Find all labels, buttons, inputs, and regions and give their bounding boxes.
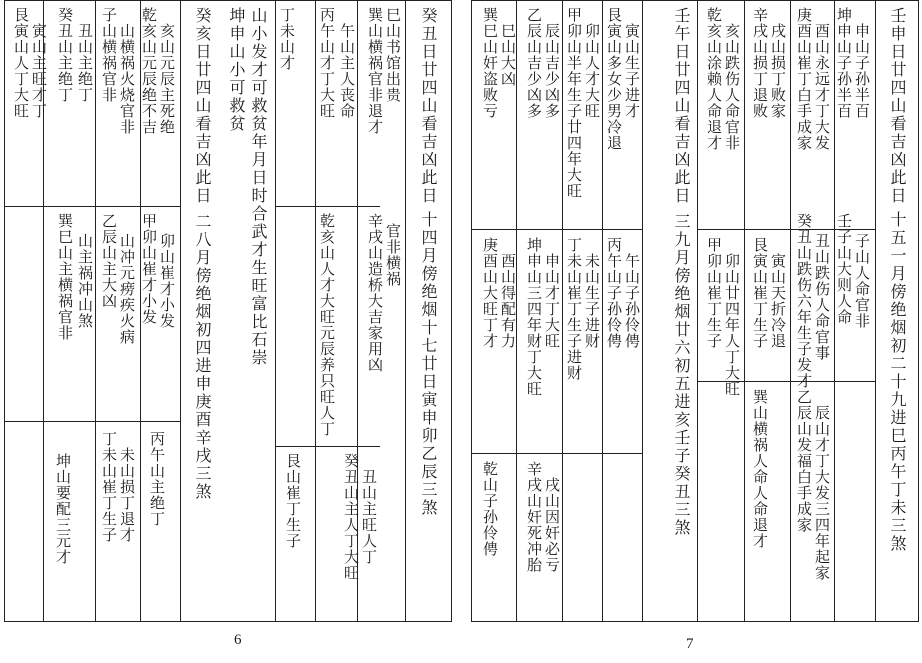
entry-column: 亥山跌伤人命官非 [723, 23, 741, 151]
entry-column: 巳山大凶 [499, 23, 517, 87]
entry-column: 丁未山才 [278, 7, 296, 71]
entry-column: 辛戌山奸死冲胎 [525, 461, 543, 573]
entry-column: 坤申山子孙半百 [835, 7, 853, 119]
tier-divider [5, 206, 180, 207]
entry-column: 坤山要配三元才 [54, 453, 72, 565]
entry-column: 乾亥山元辰绝不吉 [140, 7, 158, 135]
entry-column: 戌山因奸必亏 [543, 477, 561, 573]
day-header-column: 壬午日廿四山看吉凶此日 [672, 7, 691, 205]
tier-divider [5, 421, 180, 422]
entry-column: 丙午山主绝丁 [148, 431, 166, 527]
entry-column: 山小发才可救贫年月日时合武才生旺富比石崇 [249, 7, 268, 367]
entry-column: 丙午山才丁大旺 [318, 7, 336, 119]
entry-column: 坤申山小可救贫 [227, 7, 246, 133]
entry-column: 寅山生子进才 [623, 23, 641, 119]
column-rule [562, 1, 563, 621]
tier-divider [472, 453, 642, 454]
entry-column: 乾山子孙伶俜 [481, 461, 499, 557]
entry-column: 艮山崔丁生子 [284, 453, 302, 549]
entry-column: 乙辰山主大凶 [100, 213, 118, 309]
entry-column: 酉山永远才丁大发 [813, 23, 831, 151]
tier-divider [472, 229, 642, 230]
entry-column: 子山横祸官非 [100, 7, 118, 103]
day-header-bottom: 三九月傍绝烟廿六初五进亥壬子癸丑三煞 [672, 213, 691, 537]
entry-column: 卯山廿四年人丁大旺 [723, 253, 741, 397]
tier-divider [275, 206, 380, 207]
column-rule [95, 1, 96, 621]
entry-column: 乙辰山吉少凶多 [525, 7, 543, 119]
entry-column: 辛戌山损丁退败 [751, 7, 769, 119]
entry-column: 巽巳山主横祸官非 [56, 213, 74, 341]
column-rule [602, 1, 603, 621]
entry-column: 丁未山崔丁生子 [100, 431, 118, 543]
entry-column: 巳山书馆出贵 [384, 7, 402, 103]
page-number: 6 [234, 632, 242, 648]
entry-column: 申山子孙半百 [853, 23, 871, 119]
column-rule [875, 1, 876, 621]
entry-column: 子山人命官非 [853, 233, 871, 329]
entry-column: 寅山天折冷退 [769, 253, 787, 349]
entry-column: 辰山才丁大发三四年起家 [813, 405, 831, 581]
entry-column: 丁未山崔丁生子进财 [565, 237, 583, 381]
entry-column: 山冲元痨疾火病 [118, 233, 136, 345]
entry-column: 戌山损丁败家 [769, 23, 787, 119]
entry-column: 卯山崔才小发 [158, 233, 176, 329]
entry-column: 艮寅山崔丁生子 [751, 237, 769, 349]
column-rule [744, 1, 745, 621]
day-header-column: 壬申日廿四山看吉凶此日 [888, 7, 907, 205]
page-number: 7 [686, 636, 694, 652]
entry-column: 午山子孙伶俜 [623, 253, 641, 349]
tier-divider [275, 446, 380, 447]
entry-column: 辰山吉少凶多 [543, 23, 561, 119]
column-rule [315, 1, 316, 621]
entry-column: 乙辰山发福白手成家 [795, 389, 813, 533]
entry-column: 艮寅山人丁大旺 [12, 7, 30, 119]
entry-column: 巽山横祸官非退才 [366, 7, 384, 135]
entry-column: 未山损丁退才 [118, 447, 136, 543]
day-header-bottom: 十四月傍绝烟十七廿日寅申卯乙辰三煞 [419, 211, 438, 517]
day-header-column: 癸丑日廿四山看吉凶此日 [419, 7, 438, 205]
column-rule [405, 1, 406, 621]
entry-column: 巽山横祸人命人命退才 [751, 389, 769, 549]
day-header-bottom: 十五一月傍绝烟初二十九进巳丙午丁未三煞 [888, 211, 907, 553]
entry-column: 坤申山三四年财丁大旺 [525, 237, 543, 397]
entry-column: 午山主人丧命 [338, 23, 356, 119]
column-rule [642, 1, 643, 621]
left-page [4, 0, 452, 622]
entry-column: 庚酉山崔丁白手成家 [795, 7, 813, 151]
column-rule [180, 1, 181, 621]
entry-column: 未山生子进财 [583, 253, 601, 349]
entry-column: 山横祸火烧官非 [118, 23, 136, 135]
day-header-bottom: 二八月傍绝烟初四进申庚酉辛戌三煞 [193, 213, 212, 501]
entry-column: 山主祸冲山煞 [76, 233, 94, 329]
entry-column: 酉山得配有力 [499, 253, 517, 349]
entry-column: 甲卯山崔才小发 [140, 213, 158, 325]
entry-column: 丑山跌伤人命官事 [813, 233, 831, 361]
entry-column: 艮寅山多女少男冷退 [605, 7, 623, 151]
day-header-column: 癸亥日廿四山看吉凶此日 [193, 7, 212, 205]
entry-column: 巽巳山奸盗败亏 [481, 7, 499, 119]
entry-column: 辛戌山造桥大吉家用凶 [366, 213, 384, 373]
column-rule [275, 1, 276, 621]
entry-column: 丙午山子孙伶俜 [605, 237, 623, 349]
entry-column: 癸丑山跌伤六年生子发才 [795, 213, 813, 389]
entry-column: 甲卯山半年生子廿四年大旺 [565, 7, 583, 199]
entry-column: 丑山主绝丁 [76, 23, 94, 103]
entry-column: 申山才丁大旺 [543, 253, 561, 349]
entry-column: 庚酉山大旺丁才 [481, 237, 499, 349]
entry-column: 癸丑山主人丁大旺 [342, 453, 360, 581]
entry-column: 壬子山大则人命 [835, 213, 853, 325]
column-rule [697, 1, 698, 621]
entry-column: 癸丑山主绝丁 [56, 7, 74, 103]
column-rule [790, 1, 791, 621]
entry-column: 丑山主旺人丁 [360, 469, 378, 565]
right-page [471, 0, 919, 622]
entry-column: 寅山主旺才丁 [30, 23, 48, 119]
entry-column: 亥山元辰主死绝 [158, 23, 176, 135]
entry-column: 甲卯山崔丁生子 [705, 237, 723, 349]
entry-column: 卯山人才大旺 [583, 23, 601, 119]
entry-column: 乾亥山人才大旺元辰养只旺人丁 [318, 213, 336, 437]
entry-column: 官非横祸 [384, 223, 402, 287]
entry-column: 乾亥山涂赖人命退才 [705, 7, 723, 151]
